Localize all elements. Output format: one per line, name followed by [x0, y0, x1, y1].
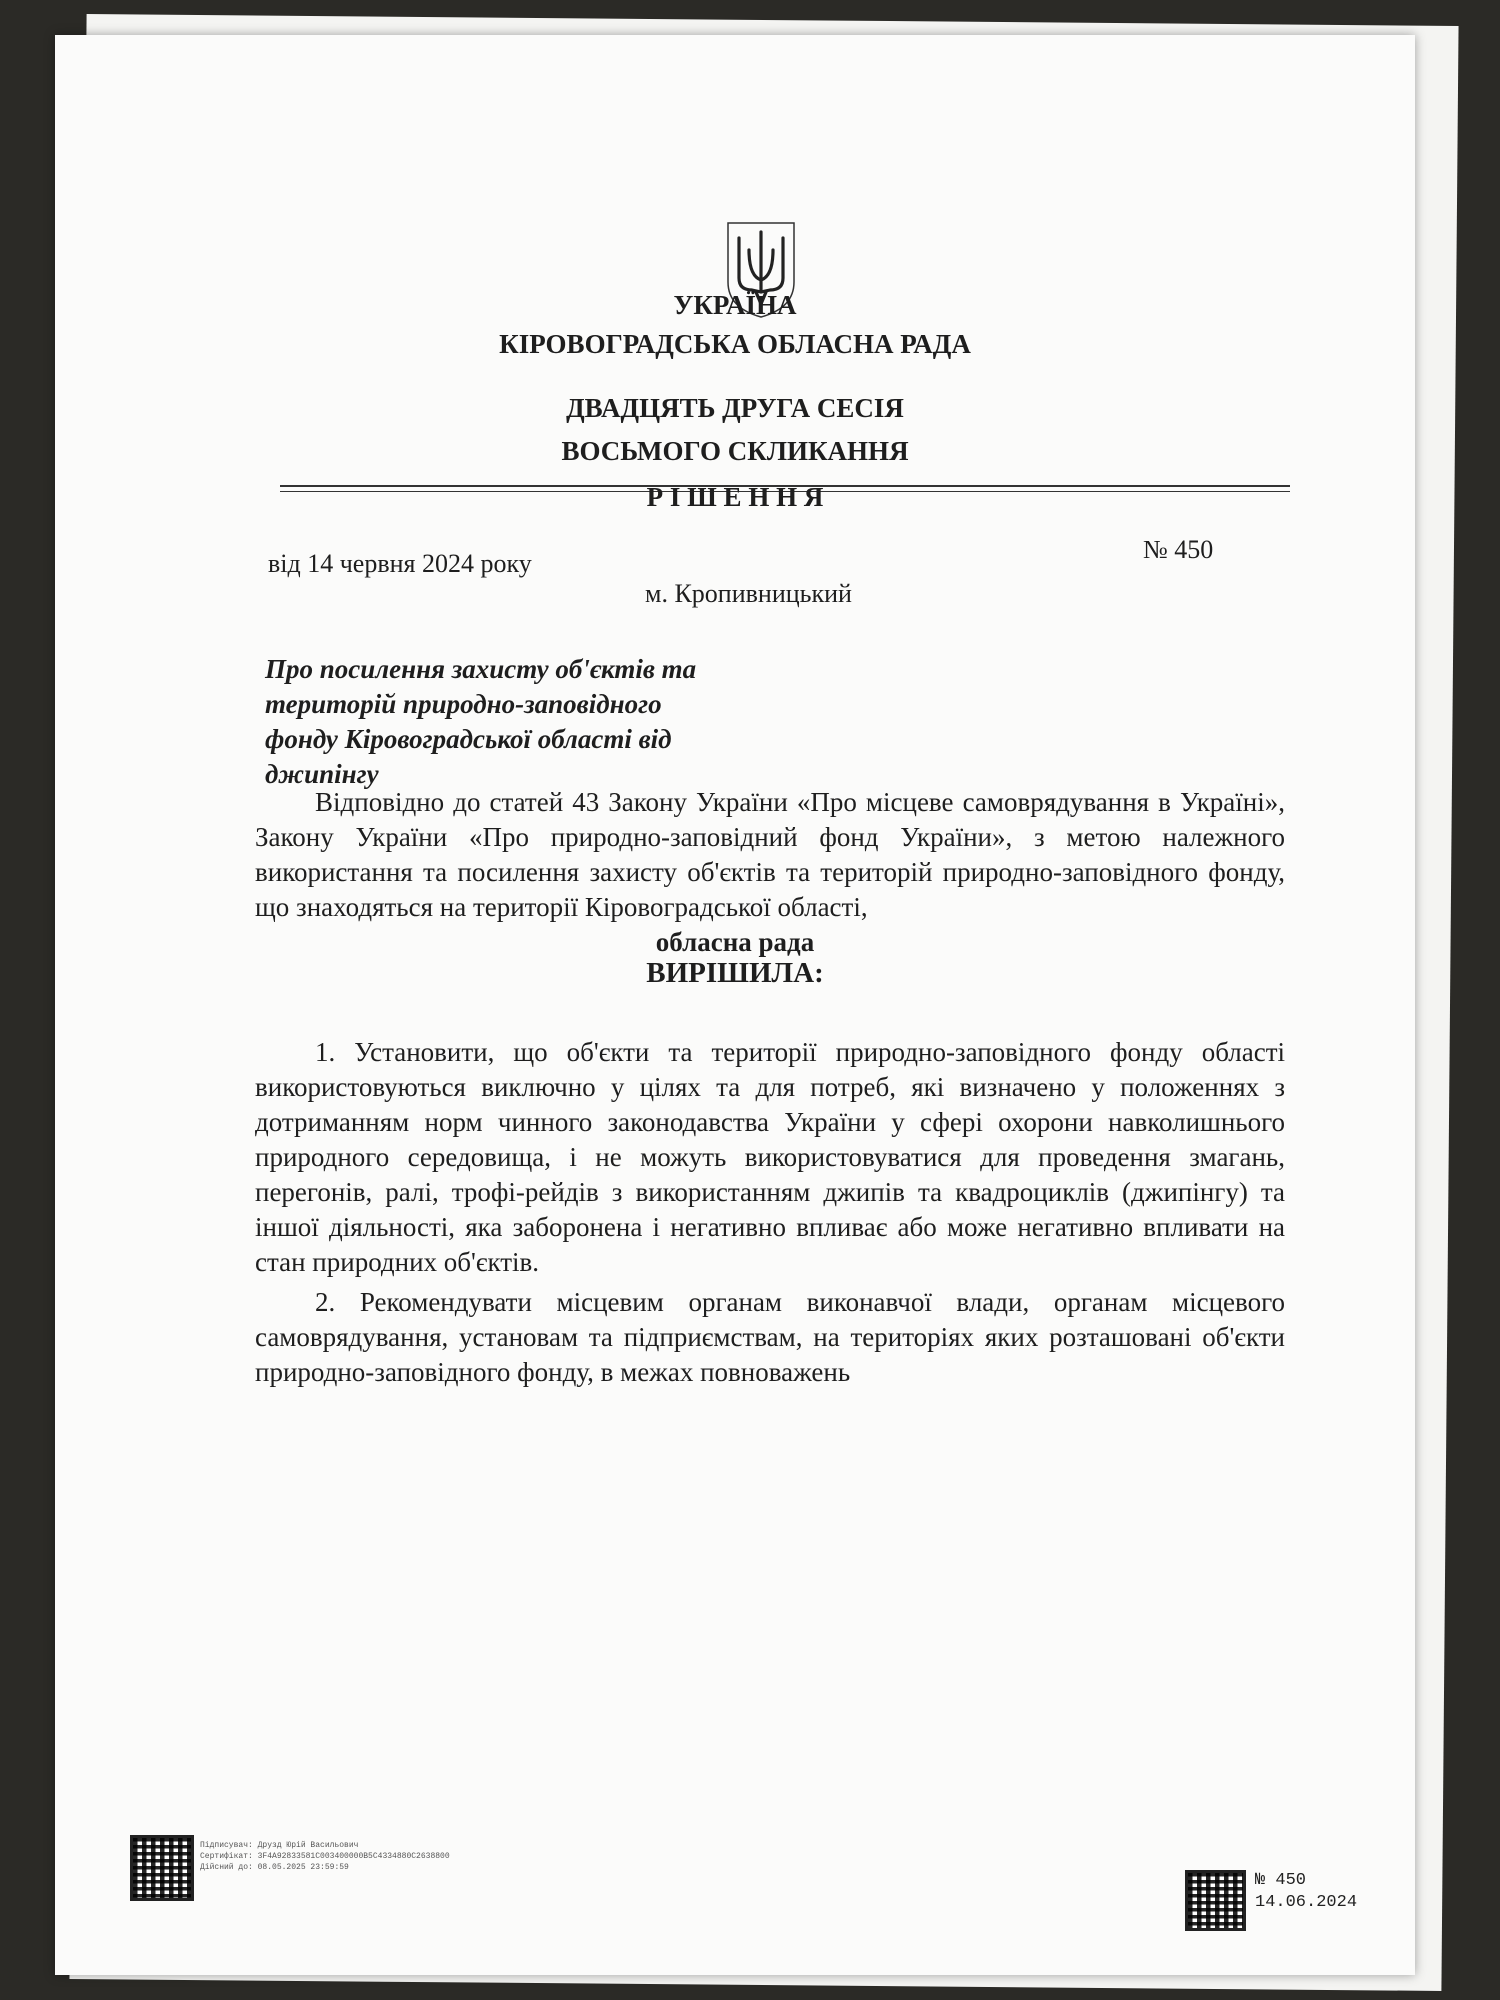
- document-page: [55, 35, 1415, 1975]
- decision-number: № 450: [1143, 535, 1214, 564]
- stamp-number: № 450: [1255, 1871, 1307, 1890]
- title-line: джипінгу: [265, 759, 379, 789]
- validity-row: Дійсний до: 08.05.2025 23:59:59: [200, 1863, 349, 1872]
- stamp-qr-code: [1185, 1870, 1246, 1931]
- item-1-paragraph: 1. Установити, що об'єкти та території природно-заповідного фонду області використовуються виключно у цілях та для потреб, які визначено у положеннях з дотриманням норм чинного законодавства України у сфері охорони навколишнього природного середовища, і не можуть використовуватися для проведення змагань, перегонів, ралі, трофі-рейдів з використанням джипів та квадроциклів (джипінгу) та іншої діяльності, яка заборонена і негативно впливає або може негативно впливати на стан природних об'єктів.: [255, 1037, 1285, 1277]
- signature-qr-code: [130, 1835, 194, 1901]
- stamp-date: 14.06.2024: [1255, 1893, 1358, 1912]
- certificate-id: 3F4A92833581C003400000B5C4334880C2638800: [257, 1852, 450, 1861]
- item-2-paragraph: 2. Рекомендувати місцевим органам виконавчої влади, органам місцевого самоврядування, установам та підприємствам, на територіях яких розташовані об'єкти природно-заповідного фонду, в межах повноважень: [255, 1287, 1285, 1387]
- signer-row: Підписувач: Друзд Юрій Васильович: [200, 1841, 359, 1850]
- title-line: територій природно-заповідного: [265, 689, 662, 719]
- doc-type-heading: Р І Ш Е Н Н Я: [646, 482, 824, 512]
- council-heading: КІРОВОГРАДСЬКА ОБЛАСНА РАДА: [499, 329, 971, 359]
- signer-name: Друзд Юрій Васильович: [257, 1841, 359, 1850]
- title-line: фонду Кіровоградської області від: [265, 724, 672, 754]
- signature-block: [200, 1840, 450, 1873]
- decision-council: обласна рада: [655, 927, 815, 957]
- country-heading: УКРАЇНА: [673, 290, 797, 320]
- convocation-heading: ВОСЬМОГО СКЛИКАННЯ: [561, 436, 909, 466]
- preamble-paragraph: Відповідно до статей 43 Закону України «Про місцеве самоврядування в Україні», Закону України «Про природно-заповідний фонд України», з метою належного використання та посилення захисту об'єктів та територій природно-заповідного фонду, що знаходяться на території Кіровоградської області,: [255, 787, 1285, 922]
- decision-decided: ВИРІШИЛА:: [646, 957, 824, 989]
- decision-date: від 14 червня 2024 року: [268, 549, 532, 578]
- registration-stamp: [1255, 1870, 1357, 1914]
- decision-city: м. Кропивницький: [645, 579, 852, 608]
- certificate-row: Сертифікат: 3F4A92833581C003400000B5C4334880C2638800: [200, 1852, 450, 1861]
- validity-date: 08.05.2025 23:59:59: [257, 1863, 349, 1872]
- title-line: Про посилення захисту об'єктів та: [265, 654, 697, 684]
- decision-title: [265, 652, 785, 792]
- session-heading: ДВАДЦЯТЬ ДРУГА СЕСІЯ: [566, 393, 904, 423]
